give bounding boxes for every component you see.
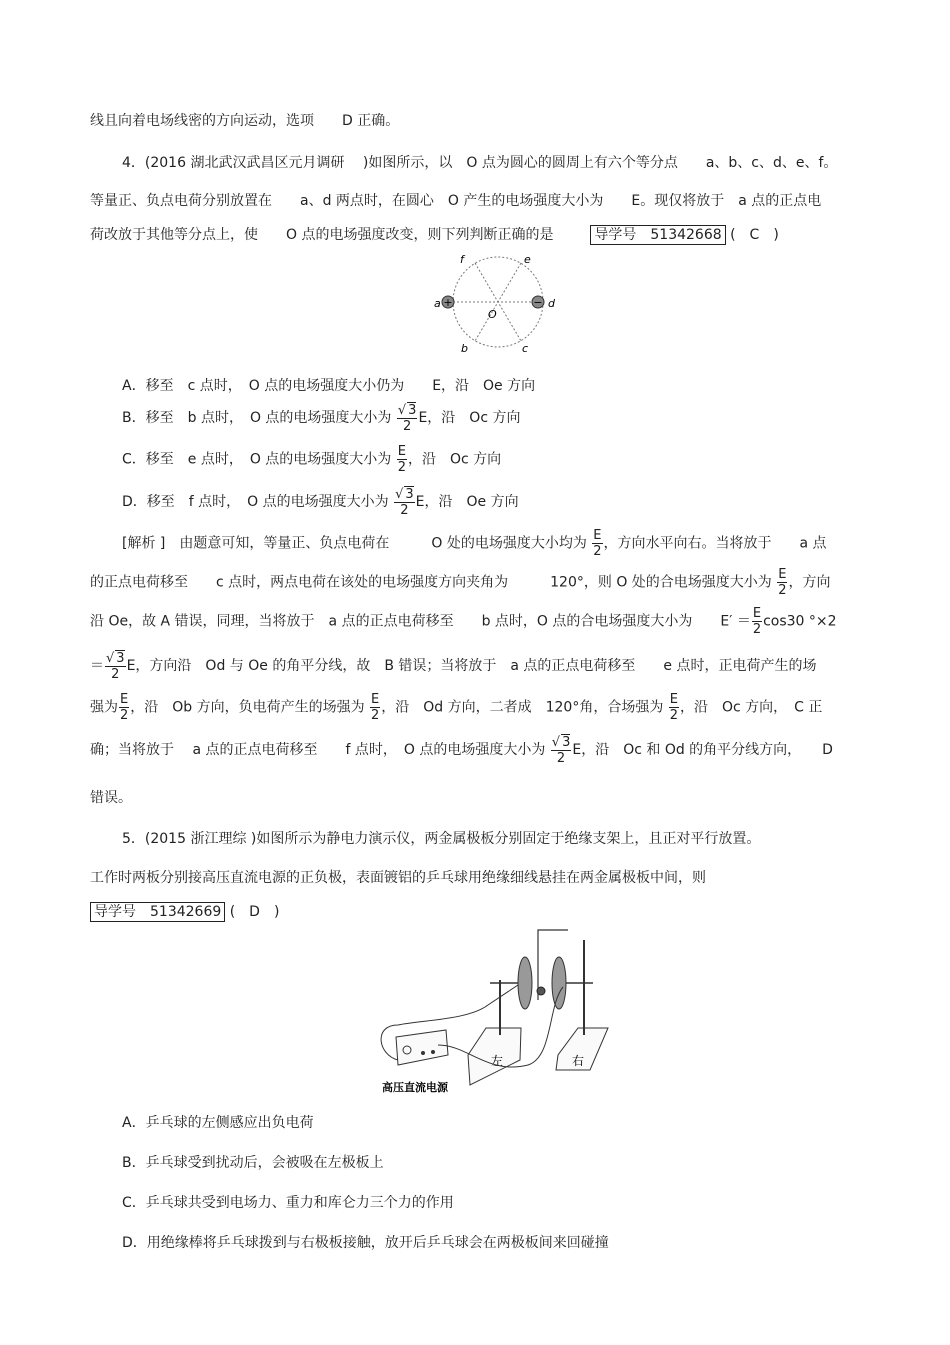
- q4-stem-line3: [90, 225, 779, 245]
- analysis-text: cos30 °×2: [763, 613, 837, 630]
- analysis-line3: [90, 606, 837, 637]
- fraction-e-over-2: $\frac{E}{2}$: [593, 528, 602, 559]
- analysis-line5: [90, 692, 822, 723]
- ping-pong-ball: [537, 987, 545, 995]
- q4-circle-figure: [428, 252, 568, 357]
- fraction-e-over-2: $\frac{E}{2}$: [397, 444, 407, 475]
- left-plate: [518, 957, 532, 1009]
- q4-option-b-text: B．移至 b 点时， O 点的电场强度大小为: [122, 410, 392, 426]
- fraction-sqrt3-over-2: $\frac{√ 3}{2}$: [397, 403, 417, 434]
- analysis-text: ，沿 Ob 方向，负电荷产生的场强为: [130, 699, 365, 716]
- q4-option-d: [122, 486, 519, 518]
- label-d: d: [548, 297, 555, 310]
- right-plate: [552, 957, 566, 1009]
- q4-stem-text: 荷改放于其他等分点上，使 O 点的电场强度改变，则下列判断正确的是: [90, 227, 554, 243]
- minus-sign: −: [533, 296, 543, 309]
- terminal-icon: [431, 1050, 435, 1054]
- q4-option-b: [122, 402, 520, 434]
- fraction-e-over-2: $\frac{E}{2}$: [778, 567, 787, 598]
- q4-option-c-text: C．移至 e 点时， O 点的电场强度大小为: [122, 451, 392, 468]
- q4-option-a: A．移至 c 点时， O 点的电场强度大小仍为 E，沿 Oe 方向: [122, 378, 536, 394]
- fraction-sqrt3-over-2: $\frac{√ 3}{2}$: [395, 487, 414, 518]
- analysis-line1: [122, 528, 827, 559]
- q4-guide-number: 导学号 51342668: [590, 225, 725, 245]
- q5-option-b: B．乒乓球受到扰动后，会被吸在左极板上: [122, 1155, 384, 1171]
- analysis-text: E，沿 Oc 和 Od 的角平分线方向， D: [572, 742, 833, 758]
- fraction-e-over-2: $\frac{E}{2}$: [119, 692, 129, 723]
- label-f: f: [460, 253, 464, 266]
- left-label: 左: [491, 1054, 504, 1068]
- q5-guide-number: 导学号 51342669: [90, 902, 225, 922]
- analysis-text: 的正点电荷移至 c 点时，两点电荷在该处的电场强度方向夹角为 120°，则 O 处的合电场强度大小为: [90, 574, 772, 591]
- q5-option-c: C．乒乓球共受到电场力、重力和库仑力三个力的作用: [122, 1195, 454, 1211]
- analysis-text: [解析 ] 由题意可知，等量正、负点电荷在 O 处的电场强度大小均为: [122, 535, 587, 552]
- analysis-text: ，沿 Od 方向，二者成 120°角，合场强为: [381, 699, 664, 716]
- label-c: c: [522, 342, 529, 355]
- label-b: b: [461, 342, 468, 355]
- analysis-line2: [90, 567, 830, 598]
- q4-option-d-text: D．移至 f 点时， O 点的电场强度大小为: [122, 494, 389, 510]
- analysis-text: 强为: [90, 699, 118, 716]
- q4-option-d-tail: E，沿 Oe 方向: [415, 494, 519, 510]
- q4-answer: ( C ): [730, 227, 779, 243]
- analysis-line6: [90, 734, 833, 766]
- fraction-e-over-2: $\frac{E}{2}$: [752, 606, 762, 637]
- q5-answer: ( D ): [229, 904, 280, 920]
- analysis-line7: 错误。: [90, 790, 132, 806]
- q5-apparatus-figure: [378, 925, 610, 1095]
- label-a: a: [434, 297, 441, 310]
- fraction-sqrt3-over-2: $\frac{√ 3}{2}$: [551, 735, 571, 766]
- analysis-text: ，方向水平向右。当将放于 a 点: [603, 535, 827, 552]
- fraction-sqrt3-over-2: $\frac{√ 3}{2}$: [106, 651, 125, 682]
- intro-line: 线且向着电场线密的方向运动，选项 D 正确。: [90, 113, 400, 129]
- q4-stem-line1: 4．(2016 湖北武汉武昌区元月调研 )如图所示，以 O 点为圆心的圆周上有六个等分点 a、b、c、d、e、f。: [122, 155, 838, 171]
- q5-option-d: D．用绝缘棒将乒乓球拨到与右极板接触，放开后乒乓球会在两极板间来回碰撞: [122, 1235, 609, 1251]
- analysis-text: 确；当将放于 a 点的正点电荷移至 f 点时， O 点的电场强度大小为: [90, 742, 546, 758]
- label-e: e: [524, 253, 531, 266]
- q5-stem-line2: 工作时两板分别接高压直流电源的正负极，表面镀铝的乒乓球用绝缘细线悬挂在两金属极板中间，则: [90, 870, 706, 886]
- q4-option-b-tail: E，沿 Oc 方向: [418, 410, 521, 426]
- terminal-icon: [421, 1051, 425, 1055]
- analysis-text: 沿 Oe，故 A 错误，同理，当将放于 a 点的正点电荷移至 b 点时，O 点的合电场强度大小为 E′ ＝: [90, 613, 751, 630]
- power-caption: 高压直流电源: [382, 1081, 448, 1094]
- q5-option-a: A．乒乓球的左侧感应出负电荷: [122, 1115, 314, 1131]
- analysis-text: ＝: [90, 658, 104, 674]
- analysis-line4: [90, 650, 816, 682]
- label-o: O: [488, 308, 497, 321]
- q4-option-c-tail: ，沿 Oc 方向: [407, 451, 502, 468]
- q5-stem-line1: 5．(2015 浙江理综 )如图所示为静电力演示仪，两金属极板分别固定于绝缘支架上，且正对平行放置。: [122, 831, 761, 847]
- fraction-e-over-2: $\frac{E}{2}$: [371, 692, 380, 723]
- analysis-text: ，沿 Oc 方向， C 正: [680, 699, 823, 716]
- fraction-e-over-2: $\frac{E}{2}$: [669, 692, 679, 723]
- analysis-text: ，方向: [788, 574, 831, 591]
- analysis-text: E，方向沿 Od 与 Oe 的角平分线，故 B 错误；当将放于 a 点的正点电荷移至 e 点时，正电荷产生的场: [126, 658, 817, 674]
- q4-stem-line2: 等量正、负点电荷分别放置在 a、d 两点时，在圆心 O 产生的电场强度大小为 E。现仅将放于 a 点的正点电: [90, 193, 822, 209]
- q5-stem-line3: [90, 902, 279, 922]
- q4-option-c: [122, 444, 501, 475]
- right-label: 右: [572, 1054, 585, 1068]
- plus-sign: +: [443, 296, 453, 309]
